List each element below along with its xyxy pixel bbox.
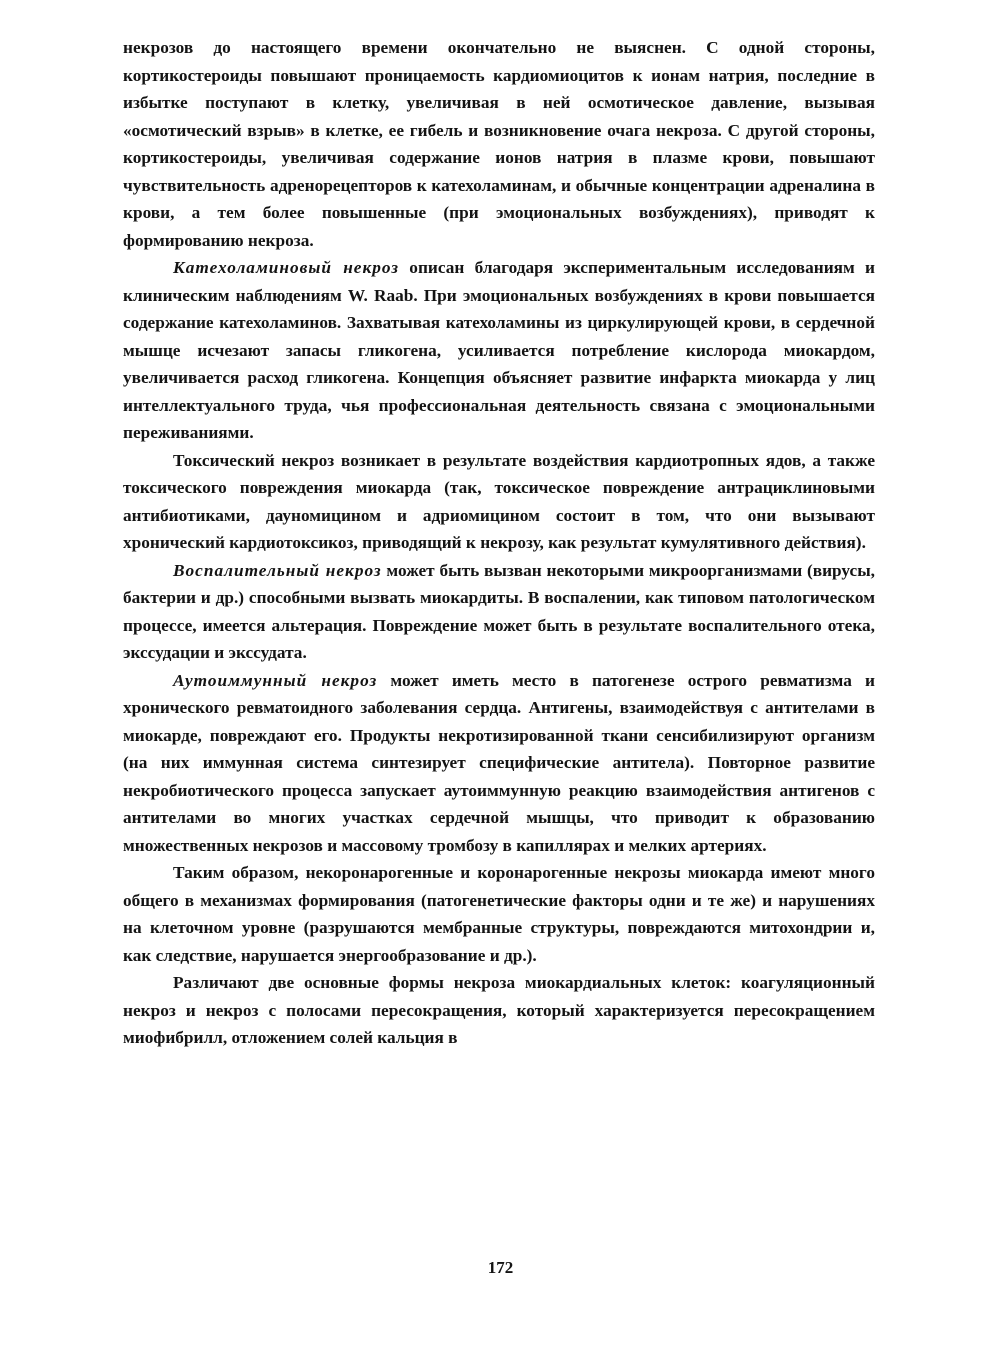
paragraph-5 xyxy=(123,667,875,860)
paragraph-3 xyxy=(123,447,875,557)
term-catecholamine-necrosis: Катехоламиновый некроз xyxy=(173,258,400,277)
page-body xyxy=(123,34,875,1052)
paragraph-3-text: Токсический некроз возникает в результате воздействия кардиотропных ядов, а также токсического повреждения миокарда (так, токсическое повреждение антрациклиновыми антибиотиками, дауномицином и адриомицином состоит в том, что они вызывают хронический кардиотоксикоз, приводящий к некрозу, как результат кумулятивного действия). xyxy=(123,450,875,552)
paragraph-7 xyxy=(123,969,875,1052)
paragraph-4-text: может быть вызван некоторыми микроорганизмами (вирусы, бактерии и др.) способными вызвать миокардиты. В воспалении, как типовом патологическом процессе, имеется альтерация. Повреждение может быть в результате воспалительного отека, экссудации и экссудата. xyxy=(123,560,876,662)
term-inflammatory-necrosis: Воспалительный некроз xyxy=(173,560,382,580)
paragraph-4 xyxy=(123,557,875,667)
paragraph-1-text: некрозов до настоящего времени окончательно не выяснен. С одной стороны, кортикостероиды повышают проницаемость кардиомиоцитов к ионам натрия, последние в избытке поступают в клетку, увеличивая в ней осмотическое давление, вызывая «осмотический взрыв» в клетке, ее гибель и возникновение очага некроза. С другой стороны, кортикостероиды, увеличивая содержание ионов натрия в плазме крови, повышают чувствительность адренорецепторов к катехоламинам, и обычные концентрации адреналина в крови, а тем более повышенные (при эмоциональных возбуждениях), приводят к формированию некроза. xyxy=(123,38,875,250)
paragraph-6 xyxy=(123,859,875,969)
paragraph-7-text: Различают две основные формы некроза миокардиальных клеток: коагуляционный некроз и некроз с полосами пересокращения, который характеризуется пересокращением миофибрилл, отложением солей кальция в xyxy=(123,973,875,1047)
paragraph-1 xyxy=(123,34,875,254)
page-number: 172 xyxy=(487,1258,514,1277)
paragraph-2 xyxy=(123,254,875,447)
paragraph-5-text: может иметь место в патогенезе острого ревматизма и хронического ревматоидного заболевания сердца. Антигены, взаимодействуя с антителами в миокарде, повреждают его. Продукты некротизированной ткани сенсибилизируют организм (на них иммунная система синтезирует специфические антитела). Повторное развитие некробиотического процесса запускает аутоиммунную реакцию взаимодействия антигенов с антителами во многих участках сердечной мышцы, что приводит к образованию множественных некрозов и массовому тромбозу в капиллярах и мелких артериях. xyxy=(123,670,875,855)
paragraph-2-text: описан благодаря экспериментальным исследованиям и клиническим наблюдениям W. Raab. При эмоциональных возбуждениях в крови повышается содержание катехоламинов. Захватывая катехоламины из циркулирующей крови, в сердечной мышце исчезают запасы гликогена, усиливается потребление кислорода миокардом, увеличивается расход гликогена. Концепция объясняет развитие инфаркта миокарда у лиц интеллектуального труда, чья профессиональная деятельность связана с эмоциональными переживаниями. xyxy=(123,258,876,442)
term-autoimmune-necrosis: Аутоиммунный некроз xyxy=(173,670,378,690)
paragraph-6-text: Таким образом, некоронарогенные и коронарогенные некрозы миокарда имеют много общего в механизмах формирования (патогенетические факторы одни и те же) и нарушениях на клеточном уровне (разрушаются мембранные структуры, повреждаются митохондрии и, как следствие, нарушается энергообразование и др.). xyxy=(123,863,875,965)
